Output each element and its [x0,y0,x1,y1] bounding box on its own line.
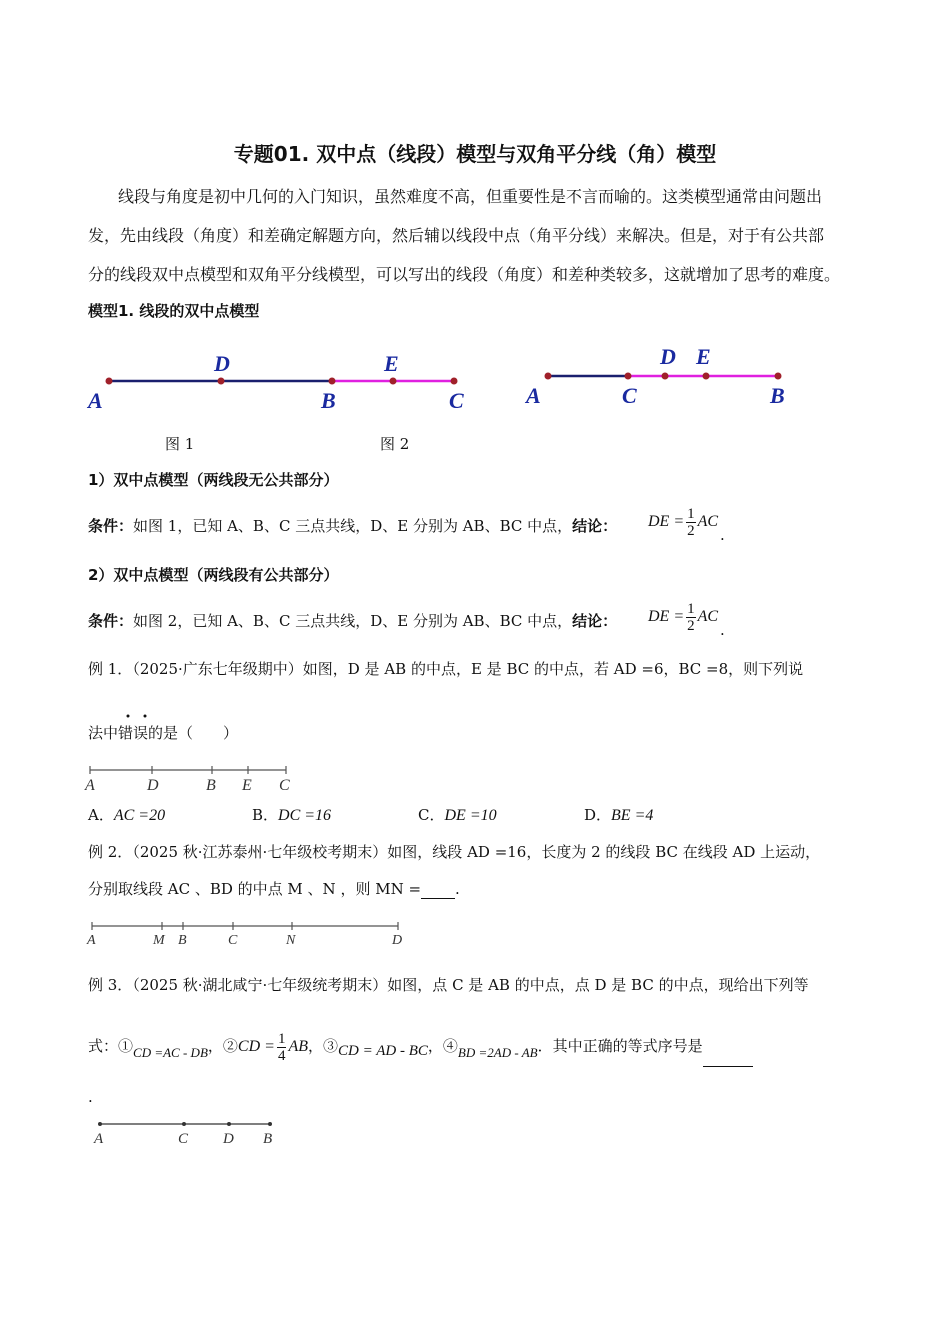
case1-heading: 1）双中点模型（两线段无公共部分） [88,471,339,489]
fig2-label-d: D [660,344,676,369]
fig2-point-b [775,373,782,380]
ex1-source: （2025·广东七年级期中） [132,660,303,678]
fig1-label-c: C [449,388,464,413]
case1-frac-num: 1 [687,506,695,522]
case1-cond-label: 条件： [88,517,134,535]
fig1-point-c [451,378,458,385]
ex2-answer-blank[interactable] [421,880,455,899]
case1-condition [88,506,617,546]
fig1-label-b: B [321,388,336,413]
ex1-point-d: D [147,777,159,794]
fig2-label-e: E [696,344,711,369]
case2-fraction [686,601,696,634]
ex3-eq4: BD =2AD - AB [457,1045,538,1060]
ex2-point-a: A [87,933,96,948]
intro-line-3: 分的线段双中点模型和双角平分线模型，可以写出的线段（角度）和差种类较多，这就增加了思考的难度。 [88,265,841,284]
fig2-label-c: C [622,383,637,408]
model1-heading: 模型1. 线段的双中点模型 [88,302,260,320]
ex1-option-c-expr: DE =10 [444,807,497,824]
ex3-point-a: A [94,1131,104,1147]
fig2-point-a [545,373,552,380]
fig1-label-e: E [384,351,399,376]
ex1-point-e: E [242,777,252,794]
ex1-point-a: A [85,777,95,794]
ex1-option-a-letter: A． [88,806,114,824]
ex1-point-b: B [206,777,216,794]
example-2-figure [82,916,412,952]
ex3-point-b: B [263,1131,273,1147]
case2-frac-num: 1 [687,601,695,617]
fig1-point-a [106,378,113,385]
figure-1 [80,340,480,420]
example-1-line-1 [88,658,803,679]
fig1-point-b [329,378,336,385]
case2-heading: 2）双中点模型（两线段有公共部分） [88,566,339,584]
figure-2-caption: 图 2 [380,435,410,453]
ex3-eq3: CD = AD - BC [338,1043,428,1059]
case2-concl-label: 结论： [572,612,618,630]
ex3-eq2-mark: ② [222,1037,238,1055]
ex2-text-2: 分别取线段 AC 、BD 的中点 M 、N ，则 MN = [88,880,422,898]
ex2-end: . [455,880,460,898]
ex3-dot: . [88,1088,93,1106]
ex2-source: （2025 秋·江苏泰州·七年级校考期末） [132,843,388,861]
case1-formula-lhs: DE = [648,513,685,531]
ex2-text: 如图，线段 AD =16，长度为 2 的线段 BC 在线段 AD 上运动， [387,843,821,861]
emphasis-dots [124,712,154,720]
ex1-option-a-expr: AC =20 [113,807,166,824]
case2-cond-label: 条件： [88,612,134,630]
ex1-option-b-expr: DC =16 [278,807,332,824]
ex1-option-d[interactable] [584,804,653,825]
fig2-point-e [703,373,710,380]
figure-2 [520,340,820,420]
fig1-label-a: A [88,388,103,413]
fig2-label-a: A [526,383,541,408]
ex3-eq2-den: 4 [277,1047,286,1064]
example-2-line-1 [88,841,820,862]
ex3-eq2-fraction [277,1031,287,1064]
page-title: 专题01. 双中点（线段）模型与双角平分线（角）模型 [233,142,717,166]
ex3-source: （2025 秋·湖北咸宁·七年级统考期末） [132,976,388,994]
case1-cond-text: 如图 1，已知 A、B、C 三点共线，D、E 分别为 AB、BC 中点， [133,517,573,535]
ex3-label: 例 3． [88,976,133,994]
fig1-point-e [390,378,397,385]
example-3-figure [86,1116,286,1152]
ex1-point-c: C [279,777,290,794]
ex2-point-n: N [286,933,296,948]
case1-frac-den: 2 [687,523,695,539]
figure-1-caption: 图 1 [165,435,195,453]
ex1-option-c[interactable] [418,804,497,825]
ex1-option-b-letter: B． [252,806,279,824]
ex1-option-d-expr: BE =4 [611,807,654,824]
case2-formula-lhs: DE = [648,608,685,626]
case2-frac-den: 2 [687,618,695,634]
case1-formula [648,506,718,539]
ex3-point-d: D [223,1131,234,1147]
ex1-text: 如图，D 是 AB 的中点，E 是 BC 的中点，若 AD =6，BC =8，则下列说 [302,660,804,678]
case1-end: . [720,526,725,544]
ex3-eq2-lhs: CD = [237,1038,275,1055]
example-3-line-1 [88,974,809,995]
ex2-point-m: M [153,933,165,948]
ex1-option-a[interactable] [88,804,165,825]
ex1-option-c-letter: C． [418,806,445,824]
fig1-label-d: D [214,351,230,376]
ex3-eq4-mark: ④ [442,1037,458,1055]
ex3-prefix: 式： [88,1037,119,1055]
case1-fraction [686,506,696,539]
ex3-eq2-num: 1 [277,1030,286,1047]
fig2-label-b: B [770,383,785,408]
ex3-tail: ．其中正确的等式序号是 [537,1037,703,1055]
example-2-line-2 [88,878,460,899]
intro-line-1: 线段与角度是初中几何的入门知识，虽然难度不高，但重要性是不言而喻的。这类模型通常由问题出 [118,187,823,206]
ex1-option-d-letter: D． [584,806,612,824]
case2-end: . [720,621,725,639]
ex3-eq3-mark: ③ [323,1037,339,1055]
example-3-equations: 式：①CD =AC - DB，②CD = $\frac{1}{4}$ AB，③CD = AD - BC，④BD =2AD - AB．其中正确的等式序号是 [88,1026,753,1067]
intro-line-2: 发，先由线段（角度）和差确定解题方向，然后辅以线段中点（角平分线）来解决。但是，对于有公共部 [88,226,825,245]
case1-formula-rhs: AC [697,513,719,531]
ex3-text: 如图，点 C 是 AB 的中点，点 D 是 BC 的中点，现给出下列等 [387,976,809,994]
case2-formula [648,601,718,634]
ex2-point-c: C [228,933,238,948]
ex2-point-b: B [178,933,187,948]
fig2-point-c [625,373,632,380]
ex1-option-b[interactable] [252,804,331,825]
fig1-point-d [218,378,225,385]
case1-concl-label: 结论： [572,517,618,535]
fig2-point-d [662,373,669,380]
ex3-eq1: CD =AC - DB [133,1045,208,1060]
ex3-eq2-rhs: AB [288,1038,308,1055]
case2-cond-text: 如图 2，已知 A、B、C 三点共线，D、E 分别为 AB、BC 中点， [133,612,573,630]
example-1-figure [82,760,312,796]
ex1-label: 例 1． [88,660,133,678]
ex2-label: 例 2． [88,843,133,861]
case2-formula-rhs: AC [697,608,719,626]
example-1-line-2: 法中错误的是（ ） [88,724,239,742]
ex3-point-c: C [178,1131,189,1147]
ex3-answer-blank[interactable] [703,1026,753,1067]
case2-condition [88,601,617,641]
ex2-point-d: D [392,933,403,948]
ex3-eq1-mark: ① [118,1037,134,1055]
